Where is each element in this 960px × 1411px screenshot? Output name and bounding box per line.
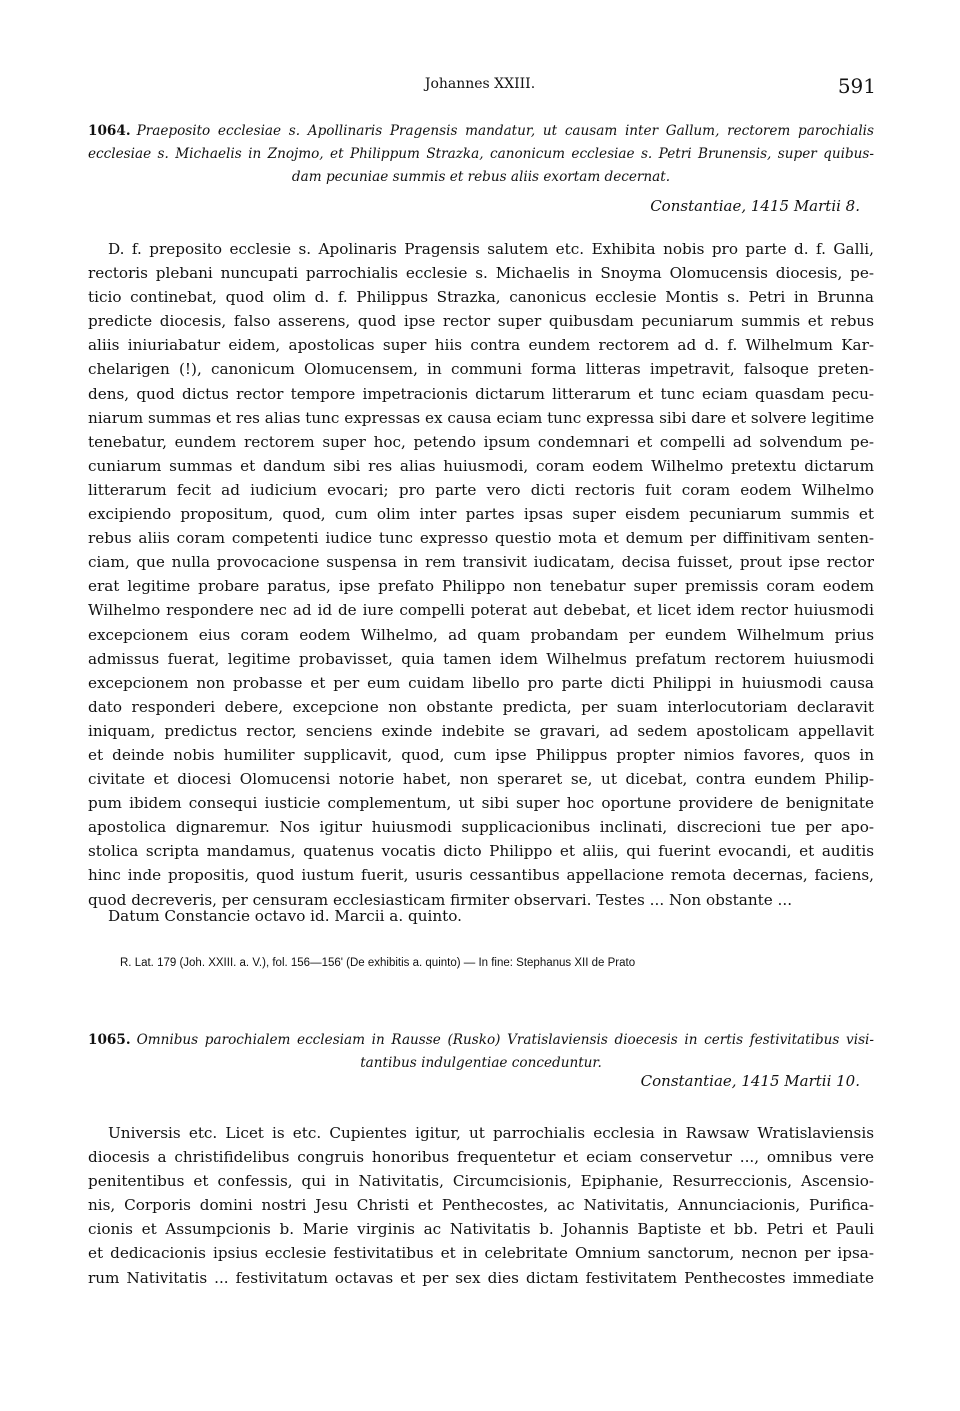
text-line: ciam, que nulla provocacione suspensa in rem transivit iudicatam, decisa fuisset, prout ipse rector <box>88 553 874 572</box>
text-line: rectoris plebani nuncupati parrochialis ecclesie s. Michaelis in Snoyma Olomucensis diocesis, pe- <box>88 264 874 283</box>
entry-number: 1065. <box>88 1032 131 1048</box>
text-line: stolica scripta mandamus, quatenus vocatis dicto Philippo et aliis, qui fuerint evocandi, et auditis <box>88 842 874 861</box>
entry-1064-dateline: Constantiae, 1415 Martii 8. <box>650 197 860 215</box>
text-line: penitentibus et confessis, qui in Nativitatis, Circumcisionis, Epiphanie, Resurreccionis, Ascensio- <box>88 1172 874 1191</box>
text-line: excepcionem non probasse et per eum cuidam libello pro parte dicti Philippi in huiusmodi causa <box>88 673 874 692</box>
running-head-title: Johannes XXIII. <box>424 76 536 92</box>
entry-1064-source-note: R. Lat. 179 (Joh. XXIII. a. V.), fol. 156—156' (De exhibitis a. quinto) — In fine: Stephanus XII de Prato <box>120 957 636 969</box>
text-line: admissus fuerat, legitime probavisset, quia tamen idem Wilhelmus prefatum rectorem huiusmodi <box>88 649 874 668</box>
entry-1064-datum: Datum Constancie octavo id. Marcii a. quinto. <box>108 907 462 925</box>
text-line: Wilhelmo respondere nec ad id de iure compelli poterat aut debebat, et licet idem rector huiusmodi <box>88 601 874 620</box>
text-line: quod decreveris, per censuram ecclesiasticam firmiter observari. Testes ... Non obstante ... <box>88 890 793 909</box>
text-line: excepcionem eius coram eodem Wilhelmo, ad quam probandam per eundem Wilhelmum prius <box>88 625 874 644</box>
text-line: erat legitime probare paratus, ipse prefato Philippo non tenebatur super premissis coram eodem <box>88 577 874 596</box>
text-line: iniquam, predictus rector, senciens exinde indebite se gravari, ad sedem apostolicam appellavit <box>88 721 874 740</box>
text-line: aliis iniuriabatur eidem, apostolicas super hiis contra eundem rectorem ad d. f. Wilhelmum Kar- <box>88 336 874 355</box>
text-line: civitate et diocesi Olomucensi notorie habet, non speraret se, ut dicebat, contra eundem Philip- <box>88 770 874 789</box>
text-line: tenebatur, eundem rectorem super hoc, petendo ipsum condemnari et compelli ad solvendum pe- <box>88 432 874 451</box>
text-line: rebus aliis coram competenti iudice tunc expresso questio mota et demum per diffinitivam senten- <box>88 529 874 548</box>
entry-1065-text <box>88 1121 874 1290</box>
entry-1064-text <box>88 237 874 912</box>
text-line: predicte diocesis, falso asserens, quod ipse rector super quibusdam pecuniarum summis et rebus <box>88 312 874 331</box>
text-line: ticio continebat, quod olim d. f. Philippus Strazka, canonicus ecclesie Montis s. Petri in Brunna <box>88 288 874 307</box>
text-line: dato responderi debere, excepcione non obstante predicta, per suam interlocutoriam declaravit <box>88 697 874 716</box>
text-line: diocesis a christifidelibus congruis honoribus frequentetur et eciam conservetur ..., omnibus vere <box>88 1148 874 1167</box>
text-line: rum Nativitatis ... festivitatum octavas et per sex dies dictam festivitatem Penthecostes immediate <box>88 1268 874 1287</box>
rubric-line: dam pecuniae summis et rebus aliis exortam decernat. <box>291 169 671 185</box>
page-number: 591 <box>837 74 876 98</box>
text-line: excipiendo propositum, quod, cum olim inter partes ipsas super eisdem pecuniarum summis et <box>88 505 874 524</box>
entry-1064-rubric <box>88 120 874 189</box>
text-line: cionis et Assumpcionis b. Marie virginis ac Nativitatis b. Johannis Baptiste et bb. Petri et Pauli <box>88 1220 874 1239</box>
text-line: et dedicacionis ipsius ecclesie festivitatibus et in celebritate Omnium sanctorum, necnon per ipsa- <box>88 1244 874 1263</box>
text-line: hinc inde propositis, quod iustum fuerit, usuris cessantibus appellacione remota decernas, faciens, <box>88 866 874 885</box>
text-line: apostolica dignaremur. Nos igitur huiusmodi supplicacionibus inclinati, discrecioni tue per apo- <box>88 818 874 837</box>
rubric-line: 1064. Praeposito ecclesiae s. Apollinaris Pragensis mandatur, ut causam inter Gallum, rectorem parochialis <box>88 123 874 139</box>
text-line: et deinde nobis humiliter supplicavit, quod, cum ipse Philippus propter nimios favores, quos in <box>88 745 874 764</box>
text-line: D. f. preposito ecclesie s. Apolinaris Pragensis salutem etc. Exhibita nobis pro parte d. f. Galli, <box>108 240 874 258</box>
text-line: cuniarum summas et dandum sibi res alias huiusmodi, coram eodem Wilhelmo pretextu dictarum <box>88 456 874 475</box>
text-line: litterarum fecit ad iudicium evocari; pro parte vero dicti rectoris fuit coram eodem Wilhelmo <box>88 480 874 499</box>
text-line: niarum summas et res alias tunc expressas ex causa eciam tunc expressa sibi dare et solvere legitime <box>88 408 874 427</box>
text-line: nis, Corporis domini nostri Jesu Christi et Penthecostes, ac Nativitatis, Annunciacionis, Purifica- <box>88 1196 874 1215</box>
text-line: pum ibidem consequi iusticie complementum, ut sibi super hoc oportune providere de benignitate <box>88 794 874 813</box>
entry-number: 1064. <box>88 123 131 139</box>
rubric-line: ecclesiae s. Michaelis in Znojmo, et Philippum Strazka, canonicum ecclesiae s. Petri Brunensis, super quibus- <box>88 146 874 162</box>
text-line: dens, quod dictus rector tempore impetracionis dictarum litterarum et tunc eciam quasdam pecu- <box>88 384 874 403</box>
rubric-line: 1065. Omnibus parochialem ecclesiam in Rausse (Rusko) Vratislaviensis dioecesis in certis festivitatibus visi- <box>88 1032 874 1048</box>
rubric-line: tantibus indulgentiae conceduntur. <box>360 1055 602 1071</box>
entry-1065-rubric <box>88 1029 874 1075</box>
text-line: chelarigen (!), canonicum Olomucensem, in communi forma litteras impetravit, falsoque preten- <box>88 360 874 379</box>
running-head <box>0 74 960 98</box>
entry-1065-dateline: Constantiae, 1415 Martii 10. <box>640 1072 860 1090</box>
text-line: Universis etc. Licet is etc. Cupientes igitur, ut parrochialis ecclesia in Rawsaw Wratislaviensis <box>108 1124 874 1142</box>
